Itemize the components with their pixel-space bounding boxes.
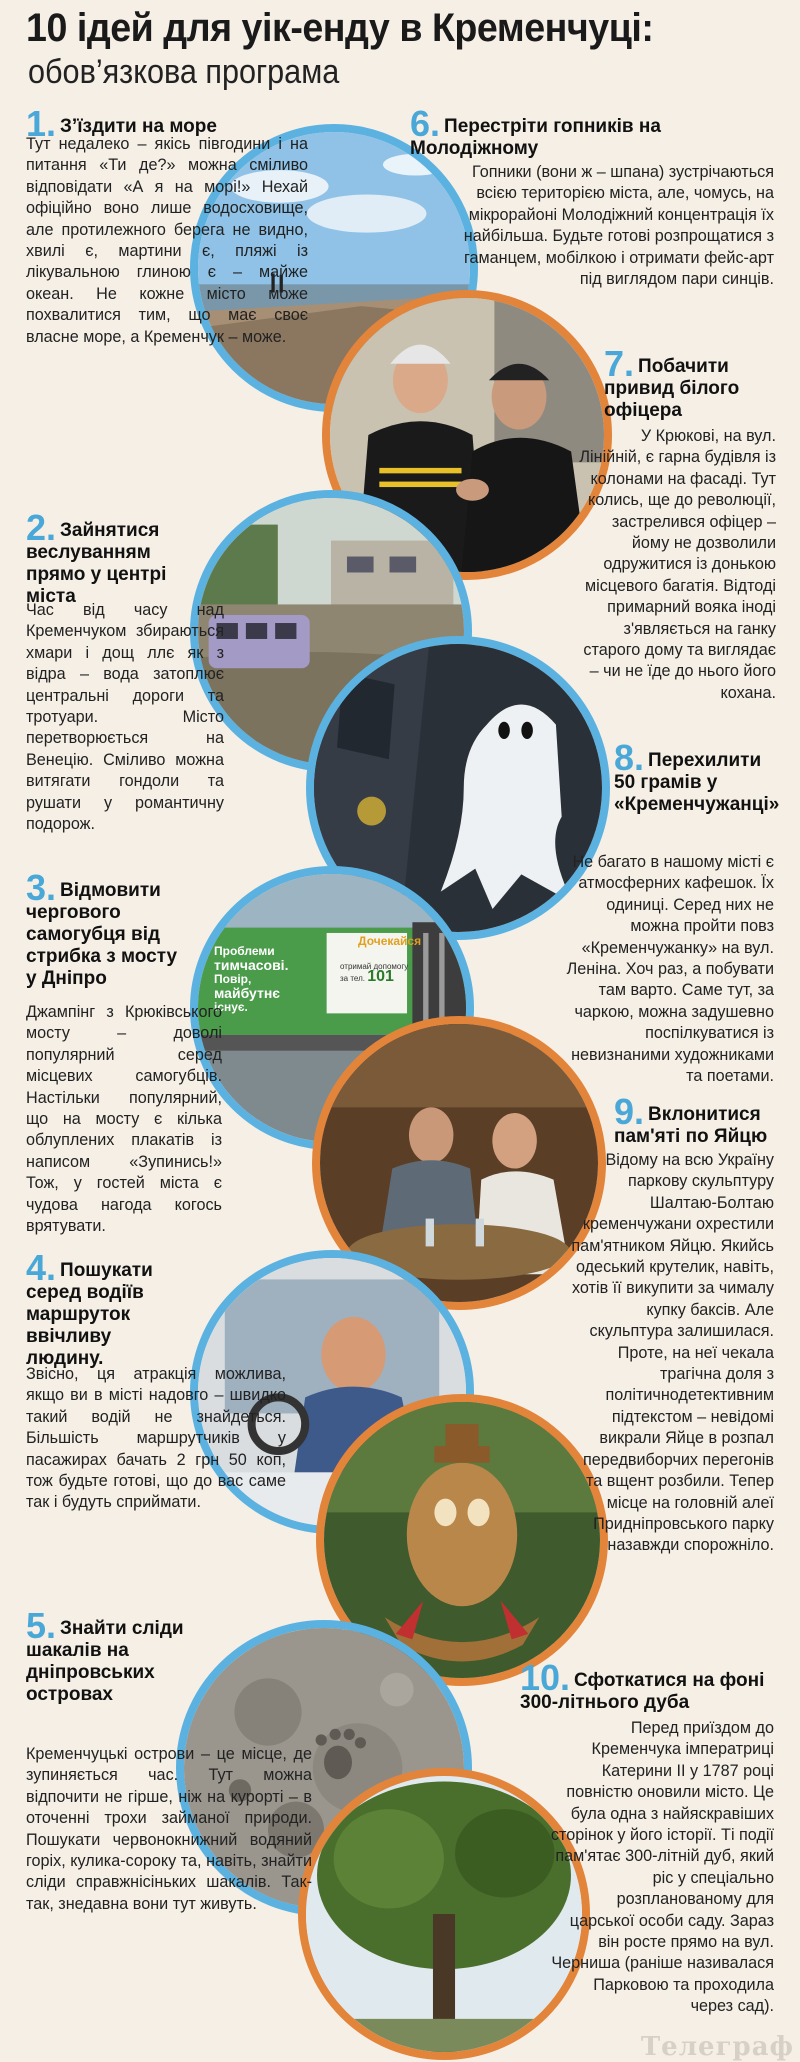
idea-3 — [26, 867, 192, 990]
idea-number: 5. — [26, 1605, 57, 1646]
billboard-text — [214, 944, 334, 1014]
idea-number: 6. — [410, 103, 441, 144]
idea-text: У Крюкові, на вул. Лінійній, є гарна будівля із колонами на фасаді. Тут колись, ще до революції, застрелився офіцер – йому не дозволили одружитися із донькою місцевого багатія. Відтоді примарний вояка іноді з'являється на ганку старого дому та виглядає – чи не їде до нього його кохана. — [579, 427, 776, 702]
idea-number: 8. — [614, 737, 645, 778]
idea-title: Пошукати серед водіїв маршруток ввічливу людину. — [26, 1260, 153, 1369]
idea-text: Кременчуцькі острови – це місце, де зупиняється час. Тут можна відпочити не гірше, ніж на курорті – в оточенні трохи займаної природи. Пошукати червонокнижний водяний горіх, кулика-сороку та, навіть, знайти сліди справжнісіньких шакалів. Так-так, знедавна вони тут живуть. — [26, 1745, 312, 1913]
idea-heading — [604, 343, 784, 422]
idea-title: З’їздити на море — [60, 116, 217, 137]
billboard-small-line: отримай допомогу — [340, 962, 409, 971]
billboard-line: тимчасові. — [214, 957, 289, 973]
idea-title: Побачити привид білого офіцера — [604, 356, 740, 421]
billboard-tag: Дочекайся — [358, 934, 422, 948]
idea-number: 2. — [26, 507, 57, 548]
idea-title: Перехилити 50 грамів у «Кременчужанці» — [614, 750, 780, 815]
billboard-small — [340, 962, 408, 984]
idea-text: Перед приїздом до Кременчука імператриці Катерини ІІ у 1787 році повністю оновили місто. Це була одна з найяскравіших сторінок у його історії. Ті події пам'ятає 300-літній дуб, який ріс у спеціально розпланованому для царської особи саду. Зараз він росте прямо на вул. Черниша (раніше називалася Парковою та проходила через сад). — [550, 1719, 774, 2016]
billboard-line: Повір, — [214, 972, 252, 986]
idea-number: 4. — [26, 1247, 57, 1288]
idea-heading — [26, 1247, 186, 1370]
idea-heading — [614, 737, 784, 816]
idea-text: Час від часу над Кременчуком збираються хмари і дощ ллє як з відра – вода затоплює центральні дороги та тротуари. Місто перетворюється на Венецію. Сміливо можна витягати гондоли та рушати у романтичну подорож. — [26, 601, 224, 834]
idea-text: Звісно, ця атракція можлива, якщо ви в місті надовго – швидко такий водій не знайдеться. Більшість маршрутчиків у пасажирах бачать 2 грн 50 коп, тож будьте готові, що до вас саме так і будуть сприймати. — [26, 1365, 286, 1512]
watermark: Телеграф — [640, 2032, 794, 2062]
idea-title: Перестріти гопників на Молодіжному — [410, 116, 661, 159]
idea-title: Відмовити чергового самогубця від стрибка з мосту у Дніпро — [26, 880, 178, 989]
idea-heading — [614, 1091, 784, 1148]
photo-oak — [298, 1768, 590, 2060]
idea-number: 1. — [26, 103, 57, 144]
billboard-phone-line — [340, 968, 408, 985]
billboard-small-line2: за тел. — [340, 974, 365, 983]
idea-number: 10. — [520, 1657, 571, 1698]
idea-number: 3. — [26, 867, 57, 908]
idea-4 — [26, 1247, 186, 1370]
idea-heading — [26, 507, 196, 608]
billboard-line: майбутнє — [214, 985, 281, 1001]
idea-6 — [410, 103, 770, 160]
idea-number: 7. — [604, 343, 635, 384]
idea-number: 9. — [614, 1091, 645, 1132]
idea-text: Відому на всю Україну паркову скульптуру Шалтаю-Болтаю кременчужани охрестили пам'ятником Яйцю. Якийсь одеський крутелик, навіть, хотів її викупити за чималу купку баксів. Але скульптура залишилася. Проте, на неї чекала трагічна доля з політичнодетективним підтекстом – невідомі викрали Яйце в розпал передвиборчих перегонів та вщент розбили. Тепер місце на головній алеї Придніпровського парку назавжди спорожніло. — [571, 1151, 774, 1555]
idea-7 — [604, 343, 784, 422]
billboard-line: існує. — [214, 1000, 248, 1014]
idea-heading — [26, 1605, 186, 1706]
idea-2 — [26, 507, 196, 608]
idea-5 — [26, 1605, 186, 1706]
idea-title: Зайнятися веслуванням прямо у центрі міста — [26, 520, 167, 607]
idea-8 — [614, 737, 784, 816]
idea-heading — [520, 1657, 790, 1714]
idea-heading — [26, 867, 192, 990]
idea-9 — [614, 1091, 784, 1148]
idea-title: Сфоткатися на фоні 300-літнього дуба — [520, 1670, 765, 1713]
idea-text: Гопники (вони ж – шпана) зустрічаються всією територією міста, але, чомусь, на мікрорайоні Молодіжний концентрація їх найбільша. Будьте готові розпрощатися з гаманцем, мобілкою і отримати фейс-арт під виглядом пари синців. — [463, 163, 774, 289]
idea-title: Знайти сліди шакалів на дніпровських островах — [26, 1618, 184, 1705]
page-title: 10 ідей для уік-енду в Кременчуці: — [26, 6, 654, 50]
idea-title: Вклонитися пам'яті по Яйцю — [614, 1104, 768, 1147]
idea-text: Тут недалеко – якісь півгодини і на питання «Ти де?» можна сміливо відповідати «А я на морі!» Нехай офіційно воно лише водосховище, але протилежного берега не видно, хвилі є, мартини є, пляжі із лікувальною глиною є – майже океан. Не кожне місто може похвалитися тим, що має своє власне море, а Кременчук – може. — [26, 135, 308, 346]
idea-10 — [520, 1657, 790, 1714]
idea-heading — [410, 103, 770, 160]
billboard-line: Проблеми — [214, 944, 275, 958]
billboard-phone: 101 — [367, 968, 394, 985]
idea-text: Джампінг з Крюківського мосту – доволі популярний серед місцевих самогубців. Настільки популярний, що на мосту є кілька облуплених плакатів із написом «Зупинись!» Тож, у гостей міста є чудова нагода когось врятувати. — [26, 1003, 222, 1236]
page-subtitle: обов’язкова програма — [28, 53, 340, 91]
idea-text: Не багато в нашому місті є атмосферних кафешок. Їх одиниці. Серед них не можна пройти повз «Кременчужанку» на вул. Леніна. Хоч раз, а побувати там варто. Саме тут, за чаркою, можна задушевно поспілкуватися із невизнаними художниками та поетами. — [566, 853, 774, 1086]
